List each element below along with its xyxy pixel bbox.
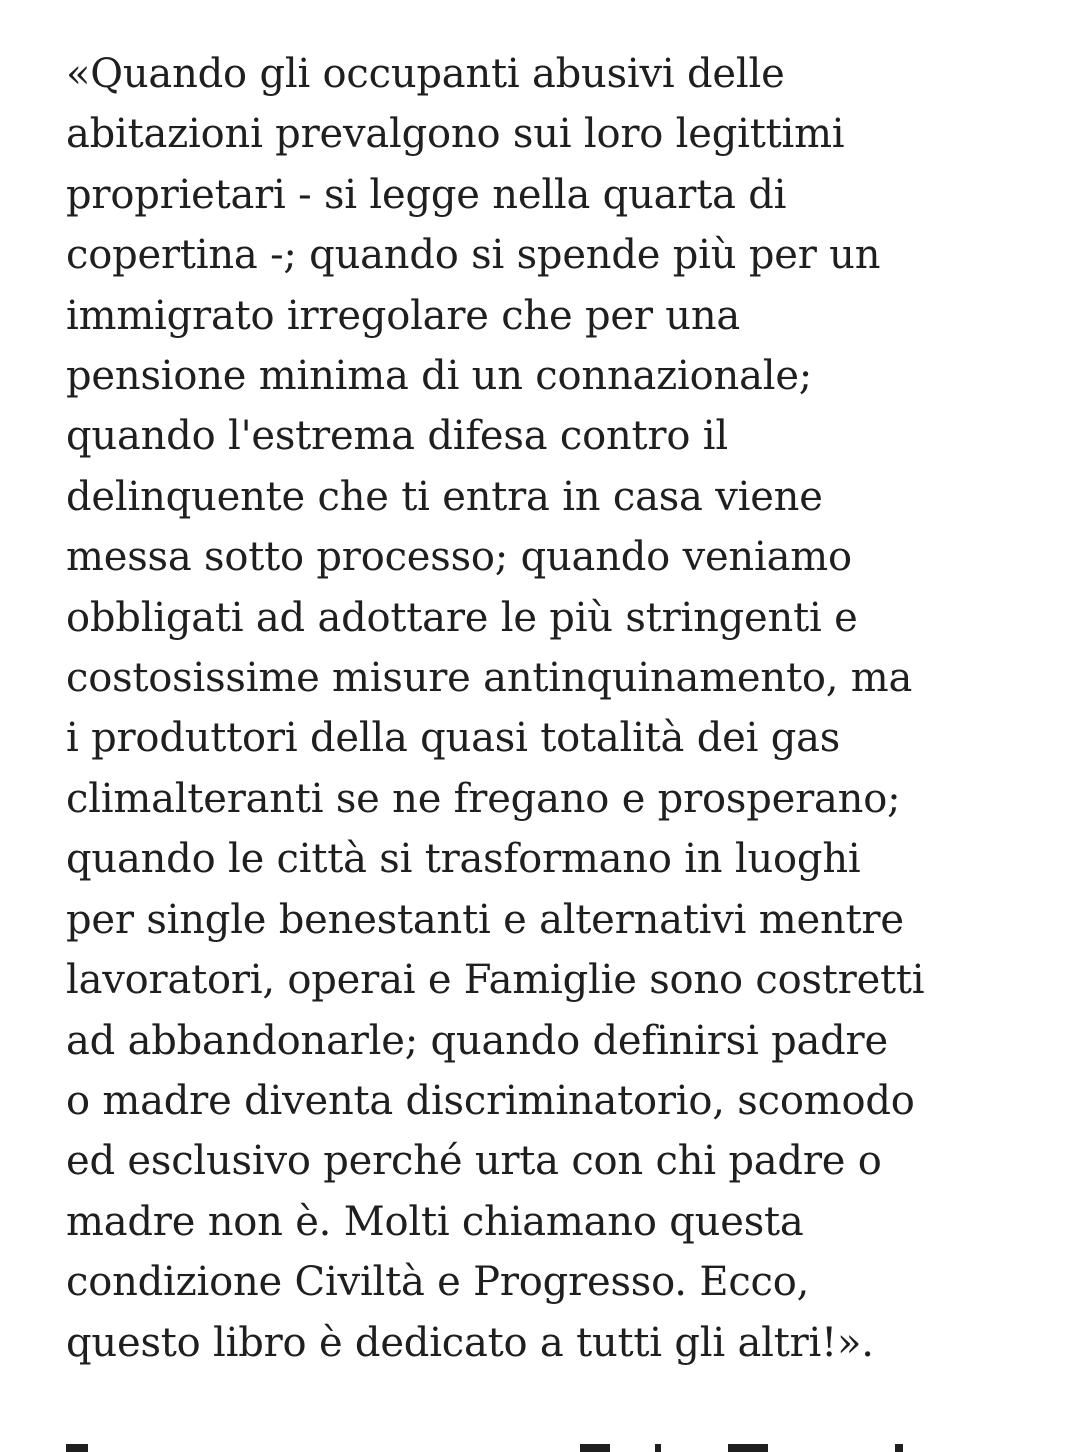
quote-paragraph: «Quando gli occupanti abusivi delle abitazioni prevalgono sui loro legittimi proprietari - si legge nella quarta di copertina -; quando si spende più per un immigrato irregolare che per una pensione minima di un connazionale; quando l'estrema difesa contro il delinquente che ti entra in casa viene messa sotto processo; quando veniamo obbligati ad adottare le più stringenti e costosissime misure antinquinamento, ma i produttori della quasi totalità dei gas climalteranti se ne fregano e prosperano; quando le città si trasformano in luoghi per single benestanti e alternativi mentre lavoratori, operai e Famiglie sono costretti ad abbandonarle; quando definirsi padre o madre diventa discriminatorio, scomodo ed esclusivo perché urta con chi padre o madre non è. Molti chiamano questa condizione Civiltà e Progresso. Ecco, questo libro è dedicato a tutti gli altri!». [66,51,925,1366]
article-body [66,44,1026,1373]
